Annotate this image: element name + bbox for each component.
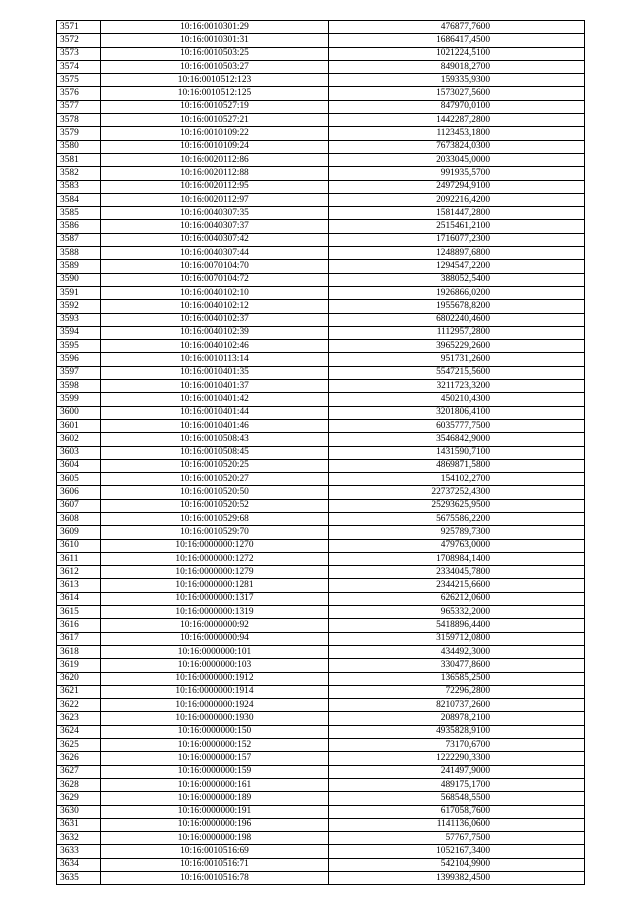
table-row bbox=[57, 685, 585, 698]
cadastral-number: 10:16:0010520:50 bbox=[101, 486, 329, 499]
row-number: 3607 bbox=[57, 499, 101, 512]
cadastral-number: 10:16:0000000:1317 bbox=[101, 592, 329, 605]
table-row bbox=[57, 512, 585, 525]
row-number: 3603 bbox=[57, 446, 101, 459]
row-number: 3623 bbox=[57, 712, 101, 725]
table-row bbox=[57, 74, 585, 87]
cadastral-value: 1112957,2800 bbox=[329, 326, 585, 339]
table-row bbox=[57, 140, 585, 153]
row-number: 3582 bbox=[57, 167, 101, 180]
cadastral-number: 10:16:0070104:70 bbox=[101, 260, 329, 273]
table-row bbox=[57, 406, 585, 419]
cadastral-number: 10:16:0000000:1281 bbox=[101, 579, 329, 592]
row-number: 3575 bbox=[57, 74, 101, 87]
cadastral-value: 25293625,9500 bbox=[329, 499, 585, 512]
cadastral-value: 2033045,0000 bbox=[329, 153, 585, 166]
table-row bbox=[57, 220, 585, 233]
table-row bbox=[57, 832, 585, 845]
cadastral-value: 3159712,0800 bbox=[329, 632, 585, 645]
table-row bbox=[57, 659, 585, 672]
cadastral-value: 73170,6700 bbox=[329, 739, 585, 752]
row-number: 3626 bbox=[57, 752, 101, 765]
table-row bbox=[57, 340, 585, 353]
cadastral-number: 10:16:0010520:52 bbox=[101, 499, 329, 512]
cadastral-value: 847970,0100 bbox=[329, 100, 585, 113]
cadastral-number: 10:16:0040307:42 bbox=[101, 233, 329, 246]
cadastral-number: 10:16:0010109:24 bbox=[101, 140, 329, 153]
row-number: 3593 bbox=[57, 313, 101, 326]
table-row bbox=[57, 247, 585, 260]
cadastral-value: 1123453,1800 bbox=[329, 127, 585, 140]
row-number: 3600 bbox=[57, 406, 101, 419]
row-number: 3622 bbox=[57, 699, 101, 712]
cadastral-number: 10:16:0020112:88 bbox=[101, 167, 329, 180]
cadastral-number: 10:16:0020112:86 bbox=[101, 153, 329, 166]
table-row bbox=[57, 167, 585, 180]
row-number: 3598 bbox=[57, 380, 101, 393]
row-number: 3604 bbox=[57, 459, 101, 472]
cadastral-number: 10:16:0010301:31 bbox=[101, 34, 329, 47]
cadastral-number: 10:16:0010401:42 bbox=[101, 393, 329, 406]
row-number: 3605 bbox=[57, 473, 101, 486]
cadastral-value: 22737252,4300 bbox=[329, 486, 585, 499]
cadastral-value: 542104,9900 bbox=[329, 858, 585, 871]
table-row bbox=[57, 193, 585, 206]
cadastral-value: 136585,2500 bbox=[329, 672, 585, 685]
row-number: 3571 bbox=[57, 21, 101, 34]
table-row bbox=[57, 207, 585, 220]
cadastral-number: 10:16:0000000:150 bbox=[101, 725, 329, 738]
table-row bbox=[57, 100, 585, 113]
cadastral-value: 434492,3000 bbox=[329, 645, 585, 658]
table-row bbox=[57, 473, 585, 486]
cadastral-value: 72296,2800 bbox=[329, 685, 585, 698]
cadastral-number: 10:16:0010401:46 bbox=[101, 419, 329, 432]
table-row bbox=[57, 273, 585, 286]
row-number: 3611 bbox=[57, 552, 101, 565]
table-row bbox=[57, 366, 585, 379]
table-row bbox=[57, 566, 585, 579]
cadastral-number: 10:16:0000000:161 bbox=[101, 778, 329, 791]
cadastral-value: 476877,7600 bbox=[329, 21, 585, 34]
cadastral-value: 626212,0600 bbox=[329, 592, 585, 605]
row-number: 3635 bbox=[57, 872, 101, 885]
cadastral-number: 10:16:0000000:198 bbox=[101, 832, 329, 845]
cadastral-value: 1399382,4500 bbox=[329, 872, 585, 885]
cadastral-number: 10:16:0010516:69 bbox=[101, 845, 329, 858]
table-row bbox=[57, 699, 585, 712]
row-number: 3633 bbox=[57, 845, 101, 858]
row-number: 3627 bbox=[57, 765, 101, 778]
table-row bbox=[57, 260, 585, 273]
row-number: 3621 bbox=[57, 685, 101, 698]
row-number: 3583 bbox=[57, 180, 101, 193]
cadastral-number: 10:16:0040307:37 bbox=[101, 220, 329, 233]
cadastral-number: 10:16:0000000:103 bbox=[101, 659, 329, 672]
row-number: 3609 bbox=[57, 526, 101, 539]
cadastral-number: 10:16:0010520:25 bbox=[101, 459, 329, 472]
cadastral-value: 489175,1700 bbox=[329, 778, 585, 791]
table-row bbox=[57, 739, 585, 752]
cadastral-number: 10:16:0000000:191 bbox=[101, 805, 329, 818]
cadastral-value: 3211723,3200 bbox=[329, 380, 585, 393]
row-number: 3574 bbox=[57, 60, 101, 73]
cadastral-value: 1141136,0600 bbox=[329, 818, 585, 831]
cadastral-value: 951731,2600 bbox=[329, 353, 585, 366]
row-number: 3589 bbox=[57, 260, 101, 273]
table-row bbox=[57, 765, 585, 778]
cadastral-number: 10:16:0010508:43 bbox=[101, 433, 329, 446]
cadastral-number: 10:16:0000000:1319 bbox=[101, 606, 329, 619]
table-row bbox=[57, 606, 585, 619]
cadastral-value: 2092216,4200 bbox=[329, 193, 585, 206]
row-number: 3588 bbox=[57, 247, 101, 260]
cadastral-value: 1248897,6800 bbox=[329, 247, 585, 260]
cadastral-number: 10:16:0040307:44 bbox=[101, 247, 329, 260]
row-number: 3620 bbox=[57, 672, 101, 685]
table-row bbox=[57, 725, 585, 738]
cadastral-value: 208978,2100 bbox=[329, 712, 585, 725]
row-number: 3577 bbox=[57, 100, 101, 113]
cadastral-value: 6035777,7500 bbox=[329, 419, 585, 432]
table-row bbox=[57, 446, 585, 459]
row-number: 3596 bbox=[57, 353, 101, 366]
row-number: 3625 bbox=[57, 739, 101, 752]
row-number: 3573 bbox=[57, 47, 101, 60]
table-row bbox=[57, 872, 585, 885]
cadastral-number: 10:16:0000000:1912 bbox=[101, 672, 329, 685]
row-number: 3585 bbox=[57, 207, 101, 220]
table-row bbox=[57, 34, 585, 47]
row-number: 3602 bbox=[57, 433, 101, 446]
cadastral-value: 1573027,5600 bbox=[329, 87, 585, 100]
cadastral-number: 10:16:0000000:1914 bbox=[101, 685, 329, 698]
cadastral-value: 1052167,3400 bbox=[329, 845, 585, 858]
row-number: 3592 bbox=[57, 300, 101, 313]
table-row bbox=[57, 712, 585, 725]
table-row bbox=[57, 419, 585, 432]
table-row bbox=[57, 845, 585, 858]
cadastral-value: 5418896,4400 bbox=[329, 619, 585, 632]
cadastral-value: 1294547,2200 bbox=[329, 260, 585, 273]
row-number: 3590 bbox=[57, 273, 101, 286]
cadastral-value: 3546842,9000 bbox=[329, 433, 585, 446]
table-row bbox=[57, 858, 585, 871]
cadastral-number: 10:16:0010527:21 bbox=[101, 114, 329, 127]
cadastral-value: 479763,0000 bbox=[329, 539, 585, 552]
cadastral-value: 1926866,0200 bbox=[329, 286, 585, 299]
cadastral-value: 1955678,8200 bbox=[329, 300, 585, 313]
row-number: 3594 bbox=[57, 326, 101, 339]
cadastral-value: 2497294,9100 bbox=[329, 180, 585, 193]
row-number: 3612 bbox=[57, 566, 101, 579]
row-number: 3606 bbox=[57, 486, 101, 499]
table-row bbox=[57, 87, 585, 100]
cadastral-number: 10:16:0070104:72 bbox=[101, 273, 329, 286]
cadastral-value: 4869871,5800 bbox=[329, 459, 585, 472]
table-row bbox=[57, 313, 585, 326]
cadastral-value: 1708984,1400 bbox=[329, 552, 585, 565]
cadastral-value: 330477,8600 bbox=[329, 659, 585, 672]
table-row bbox=[57, 180, 585, 193]
cadastral-value: 241497,9000 bbox=[329, 765, 585, 778]
cadastral-value: 57767,7500 bbox=[329, 832, 585, 845]
row-number: 3591 bbox=[57, 286, 101, 299]
table-row bbox=[57, 153, 585, 166]
table-row bbox=[57, 552, 585, 565]
cadastral-number: 10:16:0010503:25 bbox=[101, 47, 329, 60]
cadastral-number: 10:16:0010503:27 bbox=[101, 60, 329, 73]
cadastral-value: 4935828,9100 bbox=[329, 725, 585, 738]
table-row bbox=[57, 47, 585, 60]
row-number: 3580 bbox=[57, 140, 101, 153]
cadastral-value: 617058,7600 bbox=[329, 805, 585, 818]
cadastral-number: 10:16:0020112:95 bbox=[101, 180, 329, 193]
row-number: 3608 bbox=[57, 512, 101, 525]
cadastral-value-table bbox=[56, 20, 585, 885]
cadastral-value: 2344215,6600 bbox=[329, 579, 585, 592]
cadastral-value: 925789,7300 bbox=[329, 526, 585, 539]
cadastral-value: 849018,2700 bbox=[329, 60, 585, 73]
cadastral-number: 10:16:0000000:159 bbox=[101, 765, 329, 778]
table-row bbox=[57, 539, 585, 552]
cadastral-value: 5675586,2200 bbox=[329, 512, 585, 525]
cadastral-number: 10:16:0010512:123 bbox=[101, 74, 329, 87]
table-row bbox=[57, 778, 585, 791]
row-number: 3629 bbox=[57, 792, 101, 805]
cadastral-value: 2334045,7800 bbox=[329, 566, 585, 579]
table-row bbox=[57, 619, 585, 632]
row-number: 3576 bbox=[57, 87, 101, 100]
table-row bbox=[57, 486, 585, 499]
table-row bbox=[57, 526, 585, 539]
row-number: 3572 bbox=[57, 34, 101, 47]
row-number: 3628 bbox=[57, 778, 101, 791]
cadastral-number: 10:16:0000000:1924 bbox=[101, 699, 329, 712]
cadastral-value: 568548,5500 bbox=[329, 792, 585, 805]
row-number: 3617 bbox=[57, 632, 101, 645]
cadastral-value: 991935,5700 bbox=[329, 167, 585, 180]
table-row bbox=[57, 805, 585, 818]
cadastral-number: 10:16:0000000:1279 bbox=[101, 566, 329, 579]
cadastral-number: 10:16:0010529:70 bbox=[101, 526, 329, 539]
row-number: 3579 bbox=[57, 127, 101, 140]
table-row bbox=[57, 127, 585, 140]
cadastral-value: 1222290,3300 bbox=[329, 752, 585, 765]
cadastral-number: 10:16:0040102:46 bbox=[101, 340, 329, 353]
table-row bbox=[57, 114, 585, 127]
row-number: 3587 bbox=[57, 233, 101, 246]
row-number: 3578 bbox=[57, 114, 101, 127]
cadastral-number: 10:16:0000000:101 bbox=[101, 645, 329, 658]
row-number: 3584 bbox=[57, 193, 101, 206]
table-row bbox=[57, 818, 585, 831]
table-row bbox=[57, 286, 585, 299]
cadastral-value: 6802240,4600 bbox=[329, 313, 585, 326]
table-row bbox=[57, 233, 585, 246]
row-number: 3619 bbox=[57, 659, 101, 672]
cadastral-number: 10:16:0020112:97 bbox=[101, 193, 329, 206]
table-row bbox=[57, 380, 585, 393]
row-number: 3630 bbox=[57, 805, 101, 818]
cadastral-number: 10:16:0010109:22 bbox=[101, 127, 329, 140]
row-number: 3632 bbox=[57, 832, 101, 845]
cadastral-number: 10:16:0010512:125 bbox=[101, 87, 329, 100]
cadastral-number: 10:16:0000000:152 bbox=[101, 739, 329, 752]
row-number: 3634 bbox=[57, 858, 101, 871]
cadastral-value: 7673824,0300 bbox=[329, 140, 585, 153]
cadastral-value: 450210,4300 bbox=[329, 393, 585, 406]
cadastral-value: 1686417,4500 bbox=[329, 34, 585, 47]
cadastral-value: 1716077,2300 bbox=[329, 233, 585, 246]
row-number: 3595 bbox=[57, 340, 101, 353]
cadastral-number: 10:16:0000000:196 bbox=[101, 818, 329, 831]
cadastral-value: 1431590,7100 bbox=[329, 446, 585, 459]
cadastral-value: 1581447,2800 bbox=[329, 207, 585, 220]
cadastral-value: 965332,2000 bbox=[329, 606, 585, 619]
cadastral-value: 1021224,5100 bbox=[329, 47, 585, 60]
table-row bbox=[57, 645, 585, 658]
table-row bbox=[57, 459, 585, 472]
cadastral-value: 3965229,2600 bbox=[329, 340, 585, 353]
table-row bbox=[57, 21, 585, 34]
row-number: 3618 bbox=[57, 645, 101, 658]
cadastral-number: 10:16:0010401:44 bbox=[101, 406, 329, 419]
table-row bbox=[57, 792, 585, 805]
row-number: 3615 bbox=[57, 606, 101, 619]
row-number: 3631 bbox=[57, 818, 101, 831]
row-number: 3599 bbox=[57, 393, 101, 406]
table-body bbox=[57, 21, 585, 885]
row-number: 3610 bbox=[57, 539, 101, 552]
table-row bbox=[57, 752, 585, 765]
cadastral-number: 10:16:0000000:1930 bbox=[101, 712, 329, 725]
row-number: 3616 bbox=[57, 619, 101, 632]
cadastral-number: 10:16:0000000:92 bbox=[101, 619, 329, 632]
cadastral-number: 10:16:0000000:157 bbox=[101, 752, 329, 765]
cadastral-number: 10:16:0040102:39 bbox=[101, 326, 329, 339]
cadastral-value: 3201806,4100 bbox=[329, 406, 585, 419]
row-number: 3597 bbox=[57, 366, 101, 379]
row-number: 3601 bbox=[57, 419, 101, 432]
row-number: 3613 bbox=[57, 579, 101, 592]
cadastral-number: 10:16:0010508:45 bbox=[101, 446, 329, 459]
cadastral-value: 2515461,2100 bbox=[329, 220, 585, 233]
row-number: 3624 bbox=[57, 725, 101, 738]
table-row bbox=[57, 579, 585, 592]
cadastral-number: 10:16:0010401:37 bbox=[101, 380, 329, 393]
cadastral-number: 10:16:0040102:10 bbox=[101, 286, 329, 299]
row-number: 3586 bbox=[57, 220, 101, 233]
cadastral-value: 159335,9300 bbox=[329, 74, 585, 87]
table-row bbox=[57, 499, 585, 512]
cadastral-number: 10:16:0010516:78 bbox=[101, 872, 329, 885]
table-row bbox=[57, 60, 585, 73]
cadastral-number: 10:16:0010520:27 bbox=[101, 473, 329, 486]
cadastral-value: 154102,2700 bbox=[329, 473, 585, 486]
table-row bbox=[57, 393, 585, 406]
table-row bbox=[57, 326, 585, 339]
cadastral-number: 10:16:0040102:12 bbox=[101, 300, 329, 313]
cadastral-number: 10:16:0010401:35 bbox=[101, 366, 329, 379]
cadastral-number: 10:16:0000000:1270 bbox=[101, 539, 329, 552]
cadastral-value: 1442287,2800 bbox=[329, 114, 585, 127]
row-number: 3581 bbox=[57, 153, 101, 166]
cadastral-number: 10:16:0010301:29 bbox=[101, 21, 329, 34]
table-row bbox=[57, 672, 585, 685]
cadastral-number: 10:16:0010527:19 bbox=[101, 100, 329, 113]
table-row bbox=[57, 300, 585, 313]
table-row bbox=[57, 632, 585, 645]
cadastral-number: 10:16:0040307:35 bbox=[101, 207, 329, 220]
cadastral-number: 10:16:0010113:14 bbox=[101, 353, 329, 366]
cadastral-number: 10:16:0000000:189 bbox=[101, 792, 329, 805]
cadastral-value: 8210737,2600 bbox=[329, 699, 585, 712]
cadastral-number: 10:16:0000000:94 bbox=[101, 632, 329, 645]
cadastral-value: 388052,5400 bbox=[329, 273, 585, 286]
table-row bbox=[57, 592, 585, 605]
cadastral-number: 10:16:0010529:68 bbox=[101, 512, 329, 525]
cadastral-value: 5547215,5600 bbox=[329, 366, 585, 379]
table-row bbox=[57, 433, 585, 446]
cadastral-number: 10:16:0040102:37 bbox=[101, 313, 329, 326]
cadastral-number: 10:16:0000000:1272 bbox=[101, 552, 329, 565]
cadastral-number: 10:16:0010516:71 bbox=[101, 858, 329, 871]
row-number: 3614 bbox=[57, 592, 101, 605]
table-row bbox=[57, 353, 585, 366]
